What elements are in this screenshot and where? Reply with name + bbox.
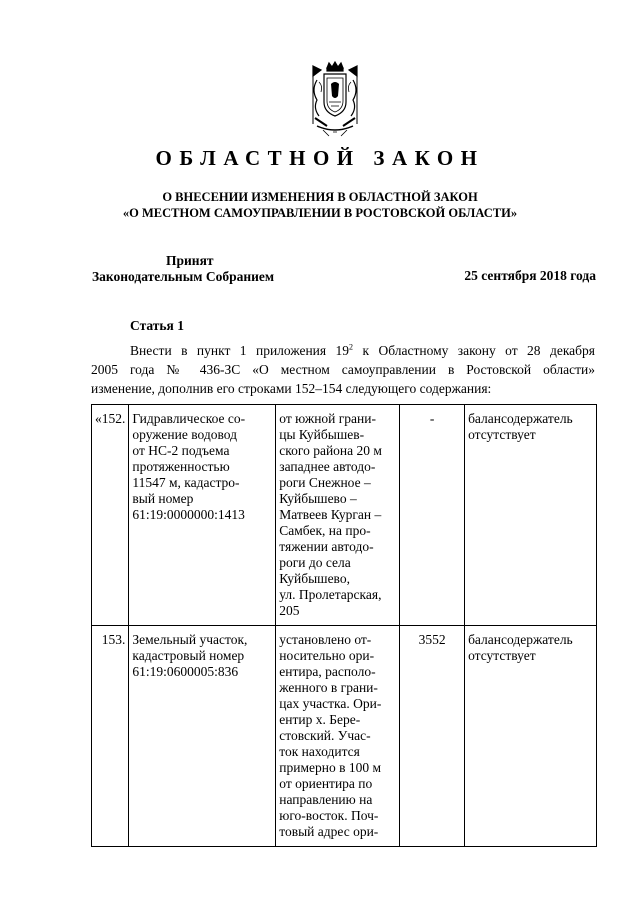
cell-text-line: Гидравлическое со- bbox=[132, 411, 246, 426]
cell-text-line: носительно ори- bbox=[279, 648, 375, 663]
cell-text-line: установлено от- bbox=[279, 632, 372, 647]
paragraph-line: 2005 года № 436-ЗС «О местном самоуправлении в Ростовской области» bbox=[91, 362, 595, 377]
cell-text-line: 205 bbox=[279, 603, 300, 618]
cell-text-line: балансодержатель bbox=[468, 632, 573, 647]
object-name-cell bbox=[129, 626, 276, 847]
cell-text-line: ток находится bbox=[279, 744, 360, 759]
holder-cell bbox=[465, 626, 597, 847]
superscript: 2 bbox=[349, 342, 354, 352]
cell-text-line: ского района 20 м bbox=[279, 443, 382, 458]
cell-text-line: роги до села bbox=[279, 555, 351, 570]
cell-text-line: Куйбышево, bbox=[279, 571, 350, 586]
cell-text-line: от ориентира по bbox=[279, 776, 373, 791]
law-subtitle-line2: «О МЕСТНОМ САМОУПРАВЛЕНИИ В РОСТОВСКОЙ ОБЛАСТИ» bbox=[122, 206, 518, 220]
table-row bbox=[92, 405, 597, 626]
rostov-coat-of-arms-icon bbox=[305, 60, 365, 138]
law-subtitle-line1: О ВНЕСЕНИИ ИЗМЕНЕНИЯ В ОБЛАСТНОЙ ЗАКОН bbox=[162, 190, 478, 204]
area-cell: 3552 bbox=[400, 626, 465, 847]
row-number-cell: 153. bbox=[92, 626, 129, 847]
cell-text-line: кадастровый номер bbox=[132, 648, 245, 663]
cell-text-line: женного в грани- bbox=[279, 680, 378, 695]
cell-text-line: цах участка. Ори- bbox=[279, 696, 382, 711]
cell-text-line: ентира, располо- bbox=[279, 664, 376, 679]
cell-text-line: 61:19:0600005:836 bbox=[132, 664, 239, 679]
cell-text-line: ул. Пролетарская, bbox=[279, 587, 382, 602]
adopted-date: 25 сентября 2018 года bbox=[464, 268, 596, 283]
paragraph-line: изменение, дополнив его строками 152–154 следующего содержания: bbox=[91, 381, 492, 396]
row-number-cell: «152. bbox=[92, 405, 129, 626]
cell-text-line: юго-восток. Поч- bbox=[279, 808, 379, 823]
cell-text-line: товый адрес ори- bbox=[279, 824, 379, 839]
location-cell bbox=[276, 626, 400, 847]
cell-text-line: Земельный участок, bbox=[132, 632, 248, 647]
cell-text-line: вый номер bbox=[132, 491, 194, 506]
paragraph-line: Внести в пункт 1 приложения $19^2$ к Областному закону от 28 декабря bbox=[130, 342, 595, 358]
cell-text-line: от южной грани- bbox=[279, 411, 376, 426]
cell-text-line: стовский. Учас- bbox=[279, 728, 371, 743]
cell-text-line: тяжении автодо- bbox=[279, 539, 374, 554]
cell-text-line: балансодержатель bbox=[468, 411, 573, 426]
cell-text-line: протяженностью bbox=[132, 459, 230, 474]
cell-text-line: ентир х. Бере- bbox=[279, 712, 361, 727]
cell-text-line: 61:19:0000000:1413 bbox=[132, 507, 245, 522]
cell-text-line: примерно в 100 м bbox=[279, 760, 382, 775]
cell-text-line: цы Куйбышев- bbox=[279, 427, 365, 442]
article-heading: Статья 1 bbox=[130, 318, 184, 333]
cell-text-line: отсутствует bbox=[468, 648, 536, 663]
article-paragraph bbox=[91, 341, 595, 398]
adopted-by-label: Законодательным Собранием bbox=[92, 269, 275, 284]
cell-text-line: отсутствует bbox=[468, 427, 536, 442]
cell-text-line: Самбек, на про- bbox=[279, 523, 371, 538]
cell-text-line: западнее автодо- bbox=[279, 459, 376, 474]
cell-text-line: направлению на bbox=[279, 792, 373, 807]
holder-cell bbox=[465, 405, 597, 626]
adopted-label: Принят bbox=[166, 253, 214, 268]
area-cell: - bbox=[400, 405, 465, 626]
cell-text-line: роги Снежное – bbox=[279, 475, 371, 490]
object-name-cell bbox=[129, 405, 276, 626]
cell-text-line: Матвеев Курган – bbox=[279, 507, 382, 522]
amendment-table bbox=[91, 404, 597, 847]
law-title: ОБЛАСТНОЙ ЗАКОН bbox=[155, 146, 485, 170]
cell-text-line: оружение водовод bbox=[132, 427, 237, 442]
cell-text-line: от НС-2 подъема bbox=[132, 443, 230, 458]
table-row bbox=[92, 626, 597, 847]
location-cell bbox=[276, 405, 400, 626]
cell-text-line: Куйбышево – bbox=[279, 491, 357, 506]
cell-text-line: 11547 м, кадастро- bbox=[132, 475, 240, 490]
